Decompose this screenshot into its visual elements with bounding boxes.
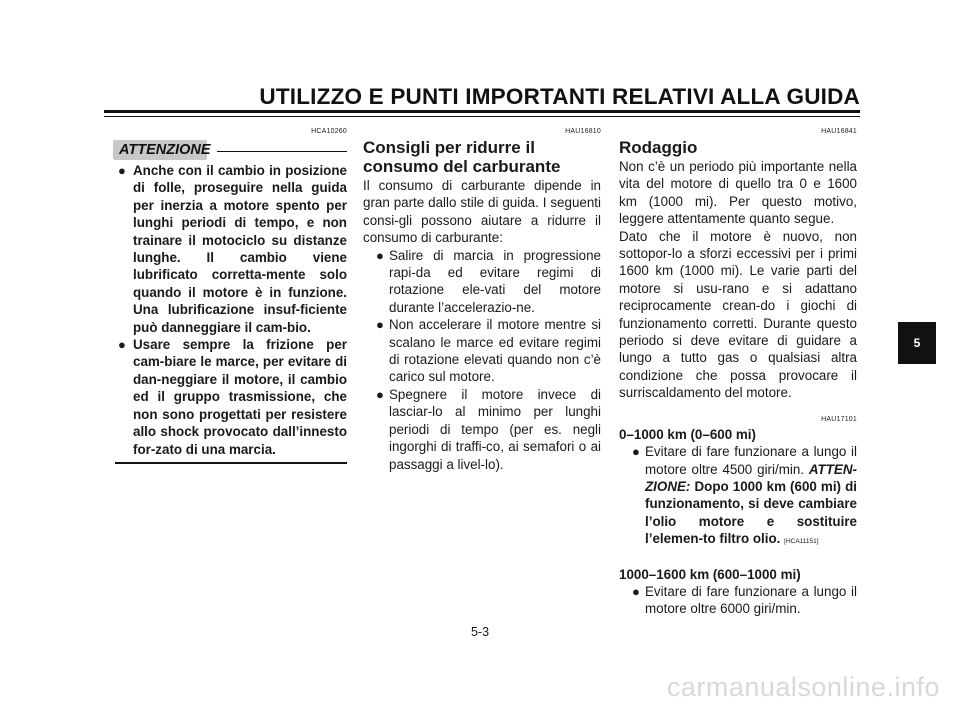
column-1 [115,126,347,464]
attention-list [115,162,347,458]
list-item: ● Anche con il cambio in posizione di folle, proseguire nella guida per inerzia a motore spento per lunghi periodi di tempo, e non trainare il motociclo su distanze lunghe. Il cambio viene lubrificato corretta-mente solo quando il motore è in funzione. Una lubrificazione insuf-ficiente può danneggiare il cam-bio. [118,163,347,335]
list-item: ● Salire di marcia in progressione rapi-da ed evitare regimi di rotazione ele-vati del motore durante l’accelerazio-ne. [376,247,601,315]
bullet-icon: ● [632,583,640,599]
bullet-icon: ● [118,337,126,353]
reference-code: HAU17101 [821,415,857,423]
bullet-icon: ● [376,317,384,333]
list-item: ● Usare sempre la frizione per cam-biare le marce, per evitare di dan-neggiare il motore, il cambio ed il gruppo trasmissione, che non sono progettati per resistere allo shock provocato dall’innesto for-zato di una marcia. [118,337,347,457]
attention-text: Dopo 1000 km (600 mi) di funzionamento, si deve cambiare l’olio motore e sostituire l’elemen-to filtro olio. [645,478,857,547]
column-3 [619,126,857,618]
page-header-title: UTILIZZO E PUNTI IMPORTANTI RELATIVI ALLA GUIDA [259,84,860,109]
list-item: ● Non accelerare il motore mentre si scalano le marce ed evitare regimi di rotazione elevati quando non c’è carico sul motore. [376,317,601,385]
bullet-icon: ● [118,163,126,178]
paragraph: Non c’è un periodo più importante nella vita del motore di quello tra 0 e 1600 km (1000 mi). Per questo motivo, leggere attentamente quanto segue. [619,159,857,227]
list-item: ● Spegnere il motore invece di lasciar-lo al minimo per lunghi periodi di tempo (per es. negli ingorghi di traffi-co, ai semafori o ai passaggi a livel-lo). [376,386,601,472]
bullet-icon: ● [376,386,384,402]
list-item: ● Evitare di fare funzionare a lungo il motore oltre 4500 giri/min. ATTEN-ZIONE: Dopo 1000 km (600 mi) di funzionamento, si deve cambiare l’olio motore e sostituire l’elemen-to filtro olio. [HCA11151] [632,444,857,547]
range-2-list [619,583,857,618]
paragraph: Dato che il motore è nuovo, non sottopor-lo a sforzi eccessivi per i primi 1600 km (1000 mi). Le varie parti del motore si usu-rano e si adattano reciprocamente crean-do i giochi di funzionamento corretti. Durante questo periodo si deve evitare di guidare a lungo a tutto gas o qualsiasi altra condizione che possa provocare il surriscaldamento del motore. [619,228,857,401]
chapter-tab: 5 [898,322,936,364]
watermark: carmanualsonline.info [666,672,940,702]
list-item: ● Evitare di fare funzionare a lungo il motore oltre 6000 giri/min. [632,583,857,617]
page-number: 5-3 [470,625,490,639]
section-heading: Consigli per ridurre il consumo del carburante [363,138,561,176]
range-1-list [619,443,857,550]
attention-header [115,140,347,162]
reference-code: HAU16810 [565,128,601,135]
break-in-range-2: 1000–1600 km (600–1000 mi) [619,566,801,582]
column-2 [363,126,601,473]
header-rule-thin [104,116,860,117]
attention-end-rule [115,462,347,464]
bullet-icon: ● [632,444,640,460]
attention-rule [217,151,347,152]
reference-code: HAU16841 [821,128,857,135]
tips-list [363,247,601,473]
section-heading: Rodaggio [619,138,698,157]
reference-code: HCA10260 [311,128,347,135]
break-in-range-1: 0–1000 km (0–600 mi) [619,426,756,442]
intro-paragraph: Il consumo di carburante dipende in gran parte dallo stile di guida. I seguenti consi-gli possono aiutare a ridurre il consumo di carburante: [363,178,601,246]
attention-badge: ATTENZIONE [113,140,207,160]
inline-attention: ATTEN-ZIONE: [645,461,857,494]
bullet-icon: ● [376,247,384,263]
header-rule-thick [104,110,860,113]
inline-code: [HCA11151] [784,538,819,546]
